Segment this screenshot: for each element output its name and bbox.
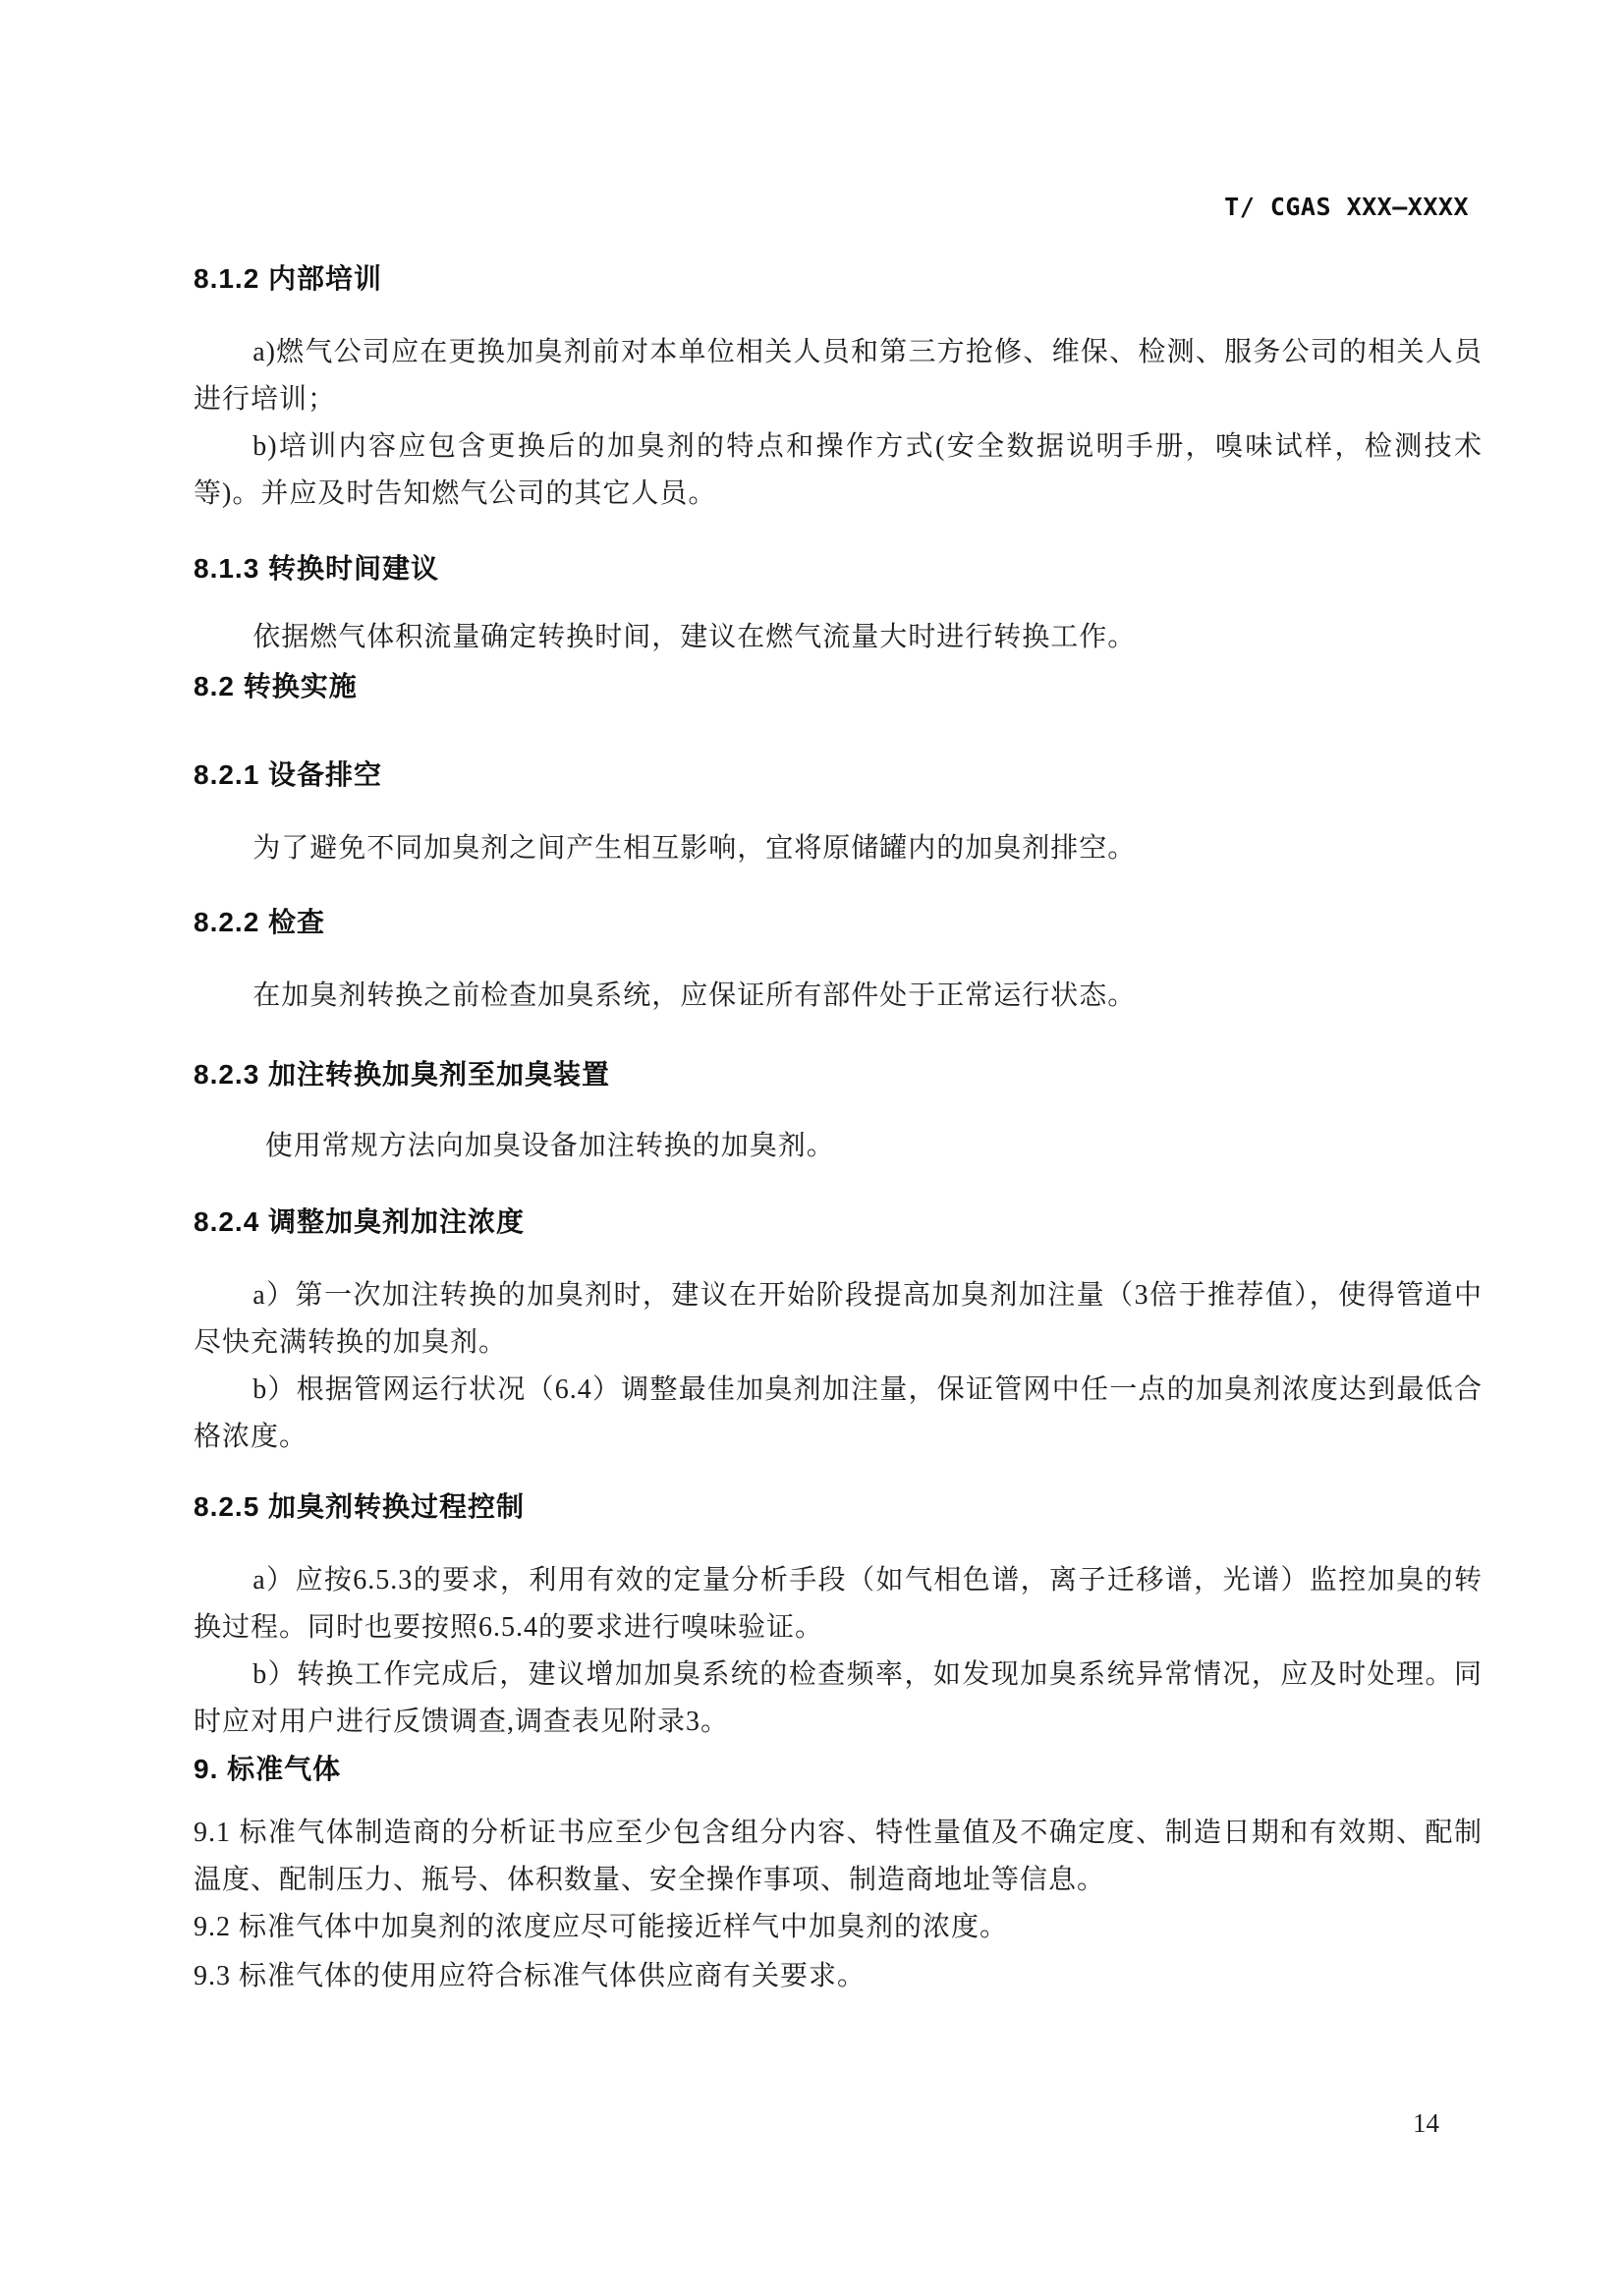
para-8-2-4-b: b）根据管网运行状况（6.4）调整最佳加臭剂加注量，保证管网中任一点的加臭剂浓度达到最低合格浓度。 [194,1374,1483,1452]
para-8-1-2-b: b)培训内容应包含更换后的加臭剂的特点和操作方式(安全数据说明手册，嗅味试样，检测技术等)。并应及时告知燃气公司的其它人员。 [194,431,1483,509]
para-8-2-5-a: a）应按6.5.3的要求，利用有效的定量分析手段（如气相色谱，离子迁移谱，光谱）监控加臭的转换过程。同时也要按照6.5.4的要求进行嗅味验证。 [194,1565,1483,1643]
heading-8-2-2: 8.2.2 检查 [194,907,326,937]
para-9-2: 9.2 标准气体中加臭剂的浓度应尽可能接近样气中加臭剂的浓度。 [194,1912,1009,1942]
para-8-2-2: 在加臭剂转换之前检查加臭系统，应保证所有部件处于正常运行状态。 [252,980,1137,1011]
para-8-2-3: 使用常规方法向加臭设备加注转换的加臭剂。 [264,1131,835,1161]
para-9-1: 9.1 标准气体制造商的分析证书应至少包含组分内容、特性量值及不确定度、制造日期和有效期、配制温度、配制压力、瓶号、体积数量、安全操作事项、制造商地址等信息。 [194,1818,1483,1895]
para-8-2-1: 为了避免不同加臭剂之间产生相互影响，宜将原储罐内的加臭剂排空。 [252,833,1137,864]
heading-8-2-1: 8.2.1 设备排空 [194,759,383,790]
heading-8-1-3: 8.1.3 转换时间建议 [194,553,440,584]
heading-8-2: 8.2 转换实施 [194,671,358,701]
document-content [194,0,1483,2000]
para-8-1-3: 依据燃气体积流量确定转换时间，建议在燃气流量大时进行转换工作。 [252,622,1137,652]
heading-8-2-5: 8.2.5 加臭剂转换过程控制 [194,1491,526,1522]
heading-8-1-2: 8.1.2 内部培训 [194,263,383,294]
para-8-1-2-a: a)燃气公司应在更换加臭剂前对本单位相关人员和第三方抢修、维保、检测、服务公司的相关人员进行培训； [194,337,1483,415]
para-9-3: 9.3 标准气体的使用应符合标准气体供应商有关要求。 [194,1961,867,1991]
standard-code-header: T/ CGAS XXX—XXXX [1224,193,1469,221]
heading-8-2-4: 8.2.4 调整加臭剂加注浓度 [194,1206,526,1237]
para-8-2-5-b: b）转换工作完成后，建议增加加臭系统的检查频率，如发现加臭系统异常情况，应及时处理。同时应对用户进行反馈调查,调查表见附录3。 [194,1659,1483,1737]
para-8-2-4-a: a）第一次加注转换的加臭剂时，建议在开始阶段提高加臭剂加注量（3倍于推荐值），使得管道中尽快充满转换的加臭剂。 [194,1280,1483,1358]
page-number: 14 [1413,2108,1439,2138]
heading-9: 9. 标准气体 [194,1754,342,1784]
heading-8-2-3: 8.2.3 加注转换加臭剂至加臭装置 [194,1059,611,1090]
